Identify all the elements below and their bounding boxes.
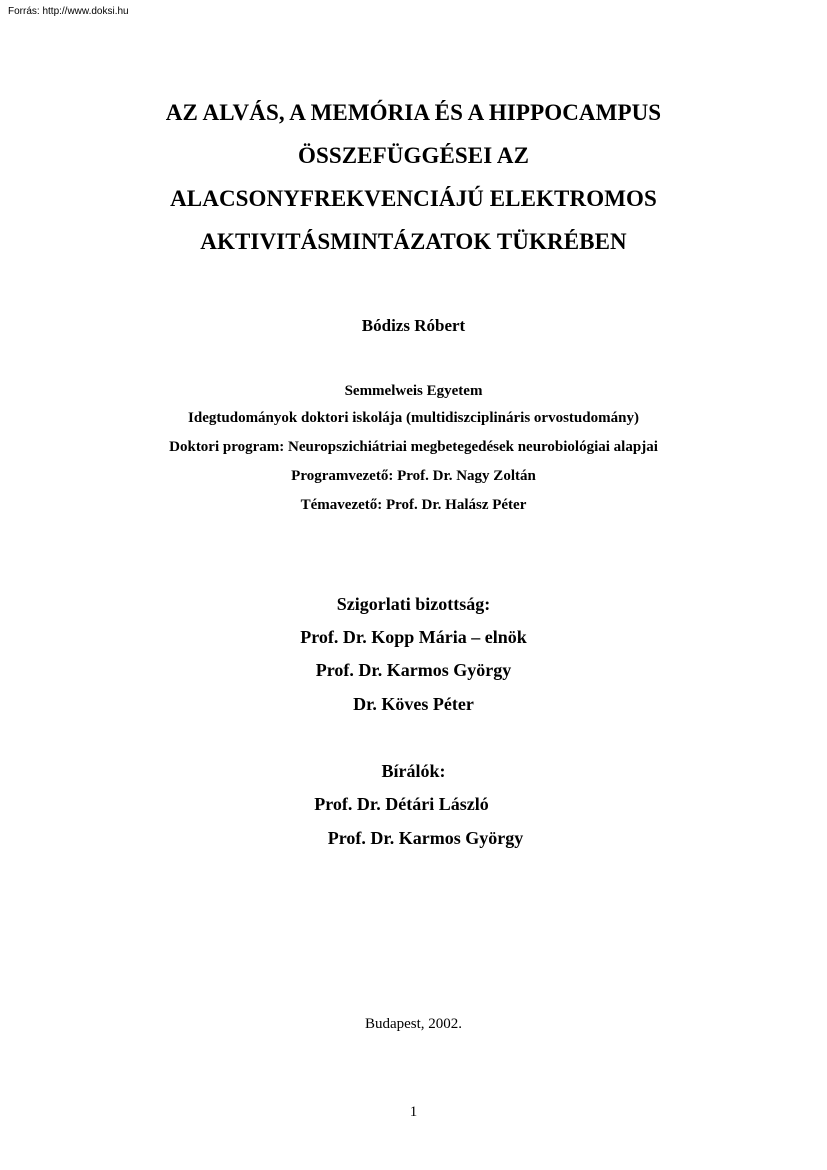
reviewers-heading: Bírálók:: [381, 761, 446, 781]
source-note: Forrás: http://www.doksi.hu: [8, 6, 129, 17]
title-line-4: AKTIVITÁSMINTÁZATOK TÜKRÉBEN: [200, 229, 627, 254]
title-line-1: AZ ALVÁS, A MEMÓRIA ÉS A HIPPOCAMPUS: [165, 100, 662, 125]
university-name: Semmelweis Egyetem: [344, 383, 483, 399]
committee-member: Prof. Dr. Kopp Mária – elnök: [300, 627, 527, 647]
page-number: 1: [409, 1104, 418, 1120]
doctoral-program: Doktori program: Neuropszichiátriai megbetegedések neurobiológiai alapjai: [169, 439, 658, 455]
committee-member: Prof. Dr. Karmos György: [315, 660, 512, 680]
place-date: Budapest, 2002.: [364, 1016, 463, 1032]
doctoral-school: Idegtudományok doktori iskolája (multidiszciplináris orvostudomány): [188, 410, 639, 426]
author-name: Bódizs Róbert: [361, 316, 466, 335]
reviewer: Prof. Dr. Karmos György: [327, 828, 524, 848]
title-line-3: ALACSONYFREKVENCIÁJÚ ELEKTROMOS: [170, 186, 657, 211]
program-leader: Programvezető: Prof. Dr. Nagy Zoltán: [291, 468, 536, 484]
committee-heading: Szigorlati bizottság:: [336, 594, 491, 614]
title-line-2: ÖSSZEFÜGGÉSEI AZ: [297, 143, 530, 168]
reviewer: Prof. Dr. Détári László: [314, 794, 489, 814]
supervisor: Témavezető: Prof. Dr. Halász Péter: [300, 497, 527, 513]
committee-member: Dr. Köves Péter: [353, 694, 474, 714]
